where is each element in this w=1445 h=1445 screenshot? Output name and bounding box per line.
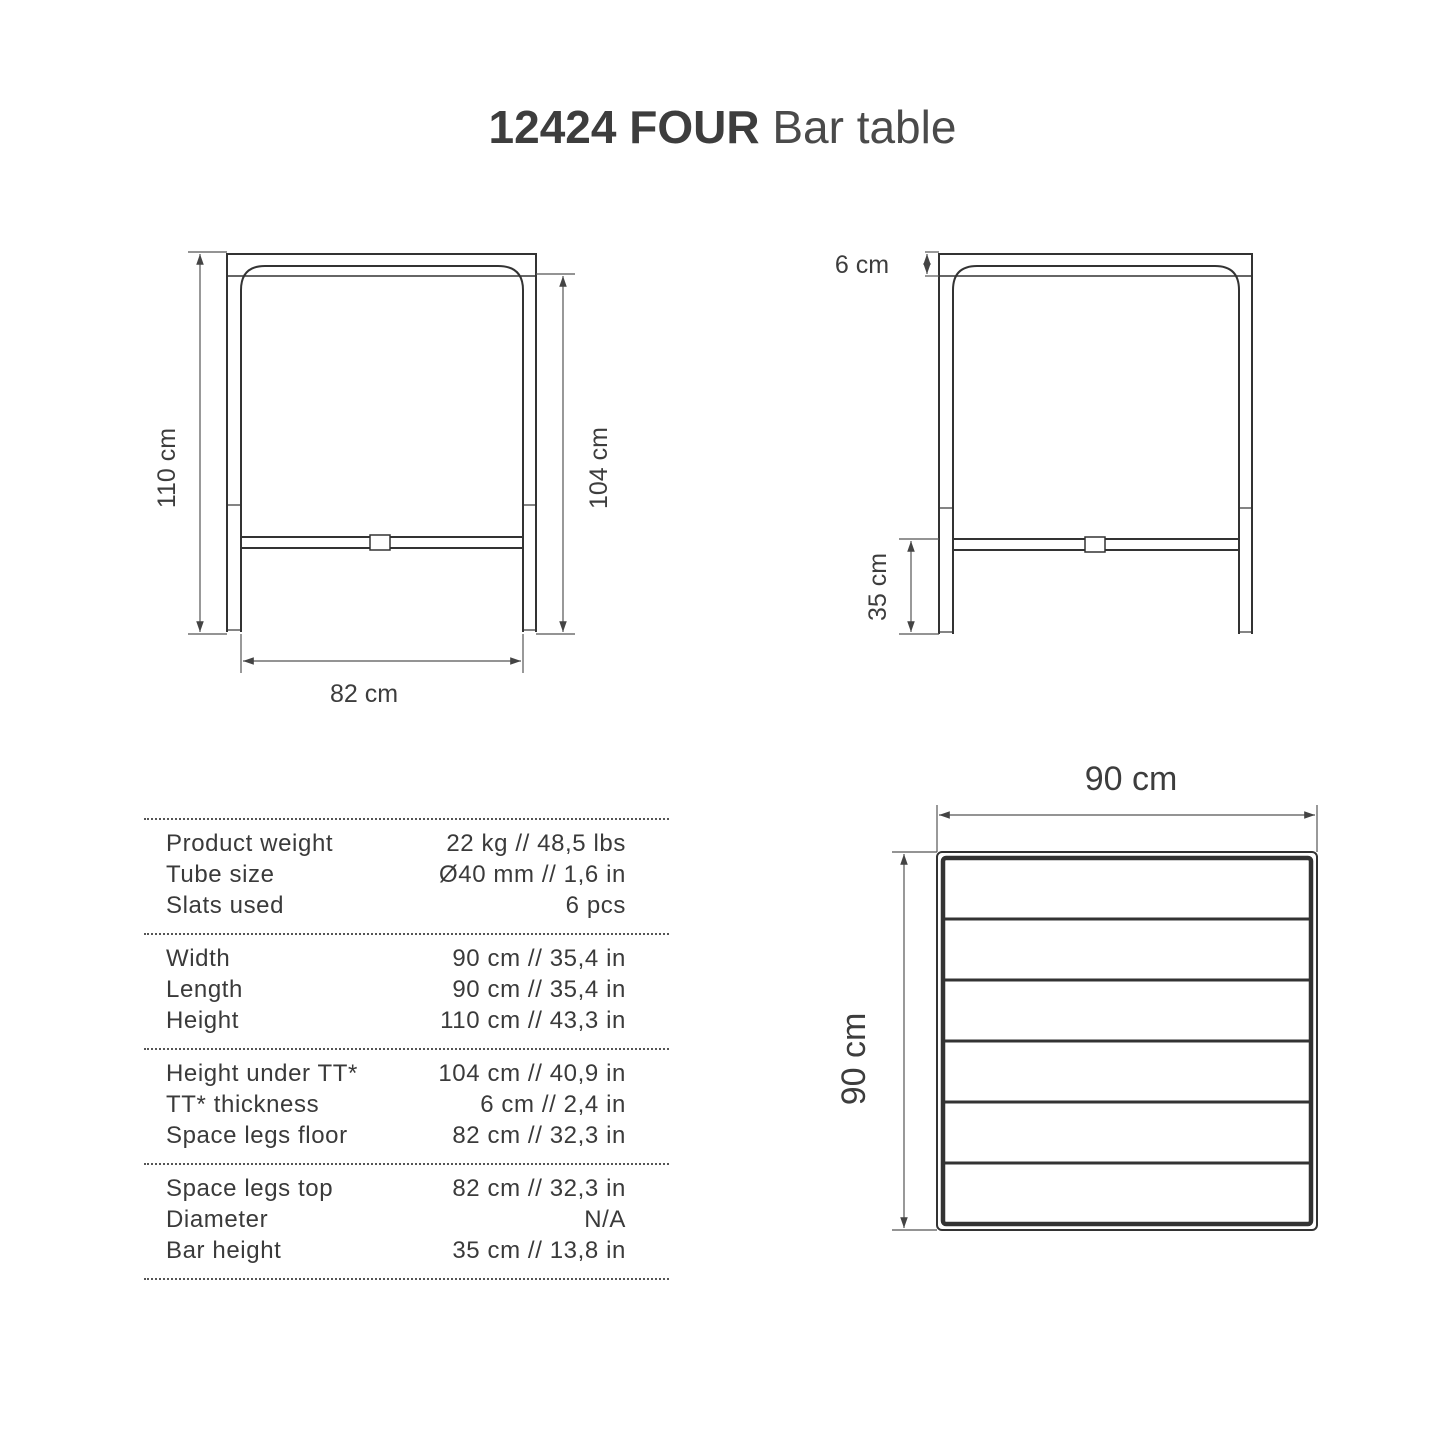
- dim-top-length: 90 cm: [835, 1012, 873, 1106]
- spec-label: Diameter: [166, 1206, 269, 1233]
- slat-dividers: [943, 919, 1311, 1163]
- spec-row: [166, 828, 626, 859]
- front-view: [227, 254, 536, 632]
- spec-value: 110 cm // 43,3 in: [440, 1007, 626, 1034]
- divider: [144, 1278, 669, 1280]
- spec-row: [166, 974, 626, 1005]
- bar-joint-icon: [370, 535, 390, 550]
- dim-height-under-top: 104 cm: [585, 427, 613, 509]
- spec-row: [166, 890, 626, 921]
- spec-value: 22 kg // 48,5 lbs: [446, 830, 626, 857]
- side-dimensions: [899, 252, 939, 634]
- spec-label: Length: [166, 976, 244, 1003]
- spec-row: [166, 1173, 626, 1204]
- top-dimensions: [892, 805, 1317, 1230]
- spec-value: Ø40 mm // 1,6 in: [439, 861, 626, 888]
- spec-value: 82 cm // 32,3 in: [452, 1175, 626, 1202]
- spec-group-top: [144, 1050, 669, 1163]
- spec-row: [166, 1120, 626, 1151]
- spec-value: 6 cm // 2,4 in: [480, 1091, 626, 1118]
- dim-top-width: 90 cm: [1084, 760, 1178, 798]
- spec-value: 90 cm // 35,4 in: [452, 945, 626, 972]
- spec-label: Tube size: [166, 861, 275, 888]
- spec-group-dimensions: [144, 935, 669, 1048]
- product-name: Bar table: [772, 101, 957, 153]
- spec-row: [166, 943, 626, 974]
- spec-label: Space legs top: [166, 1175, 334, 1202]
- spec-label: Height: [166, 1007, 239, 1034]
- spec-row: [166, 1204, 626, 1235]
- spec-label: Height under TT*: [166, 1060, 358, 1087]
- dim-legs-width: 82 cm: [329, 680, 399, 708]
- spec-value: N/A: [584, 1206, 626, 1233]
- spec-value: 90 cm // 35,4 in: [452, 976, 626, 1003]
- spec-value: 6 pcs: [565, 892, 626, 919]
- spec-value: 35 cm // 13,8 in: [452, 1237, 626, 1264]
- spec-label: Space legs floor: [166, 1122, 348, 1149]
- top-view: [937, 852, 1317, 1230]
- side-view: [939, 254, 1252, 634]
- dim-total-height: 110 cm: [153, 427, 181, 509]
- dim-top-thickness: 6 cm: [834, 251, 890, 279]
- spec-label: Width: [166, 945, 231, 972]
- spec-group-legs: [144, 1165, 669, 1278]
- product-code: 12424 FOUR: [488, 101, 760, 153]
- spec-label: Product weight: [166, 830, 334, 857]
- spec-table: [144, 818, 669, 1280]
- spec-row: [166, 859, 626, 890]
- spec-group-general: [144, 820, 669, 933]
- spec-row: [166, 1235, 626, 1266]
- dim-bar-height: 35 cm: [864, 552, 892, 622]
- spec-label: TT* thickness: [166, 1091, 320, 1118]
- spec-value: 104 cm // 40,9 in: [438, 1060, 626, 1087]
- spec-value: 82 cm // 32,3 in: [452, 1122, 626, 1149]
- spec-label: Bar height: [166, 1237, 282, 1264]
- bar-joint-icon: [1085, 537, 1105, 552]
- spec-row: [166, 1089, 626, 1120]
- spec-label: Slats used: [166, 892, 285, 919]
- spec-row: [166, 1005, 626, 1036]
- spec-row: [166, 1058, 626, 1089]
- front-dimensions: [188, 252, 575, 673]
